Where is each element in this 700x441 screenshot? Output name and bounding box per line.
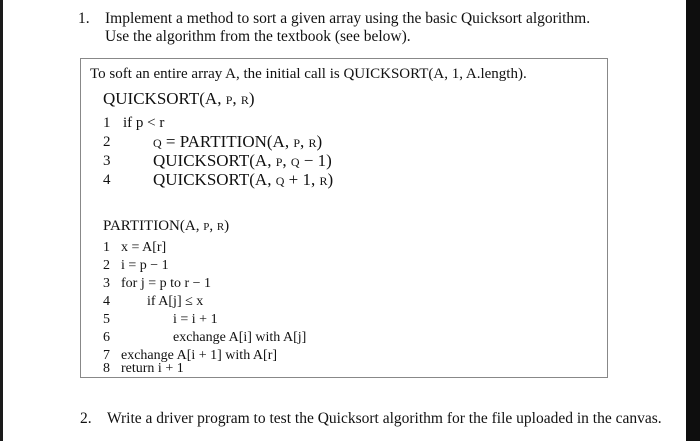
quicksort-line: QUICKSORT(A, q + 1, r) [153,170,334,189]
partition-header: PARTITION(A, p, r) [103,218,230,234]
partition-line: if A[j] ≤ x [147,294,204,309]
partition-line: for j = p to r − 1 [121,276,212,291]
partition-line: i = i + 1 [173,312,218,327]
left-edge-bar [0,0,3,441]
partition-line: i = p − 1 [121,258,169,273]
quicksort-line-number: 4 [103,172,111,188]
question-2-text: Write a driver program to test the Quicksort algorithm for the file uploaded in the canvas. [107,410,662,427]
quicksort-line: q = PARTITION(A, p, r) [153,132,323,151]
question-1-text: Implement a method to sort a given array using the basic Quicksort algorithm. Use the algorithm from the textbook (see below). [105,10,591,45]
partition-line: return i + 1 [121,361,184,376]
quicksort-line-number: 2 [103,134,111,150]
quicksort-header: QUICKSORT(A, p, r) [103,89,255,108]
partition-line-number: 4 [103,294,110,309]
partition-line-number: 2 [103,258,110,273]
algorithm-box [80,58,608,378]
partition-line: exchange A[i] with A[j] [173,330,307,345]
quicksort-line-number: 3 [103,153,111,169]
partition-line: exchange A[i + 1] with A[r] [121,348,278,363]
partition-line-number: 7 [103,348,110,363]
right-edge-bar [686,0,700,441]
question-1-number: 1. [78,10,90,27]
quicksort-line: QUICKSORT(A, p, q − 1) [153,151,332,170]
initial-call-text: To soft an entire array A, the initial call is QUICKSORT(A, 1, A.length). [90,66,527,82]
partition-line-number: 8 [103,361,110,376]
partition-line-number: 5 [103,312,110,327]
partition-line-number: 1 [103,240,110,255]
quicksort-line-number: 1 [103,115,111,131]
partition-line-number: 3 [103,276,110,291]
partition-line: x = A[r] [121,240,167,255]
quicksort-line: if p < r [123,115,165,131]
question-2-number: 2. [80,410,92,427]
partition-line-number: 6 [103,330,110,345]
